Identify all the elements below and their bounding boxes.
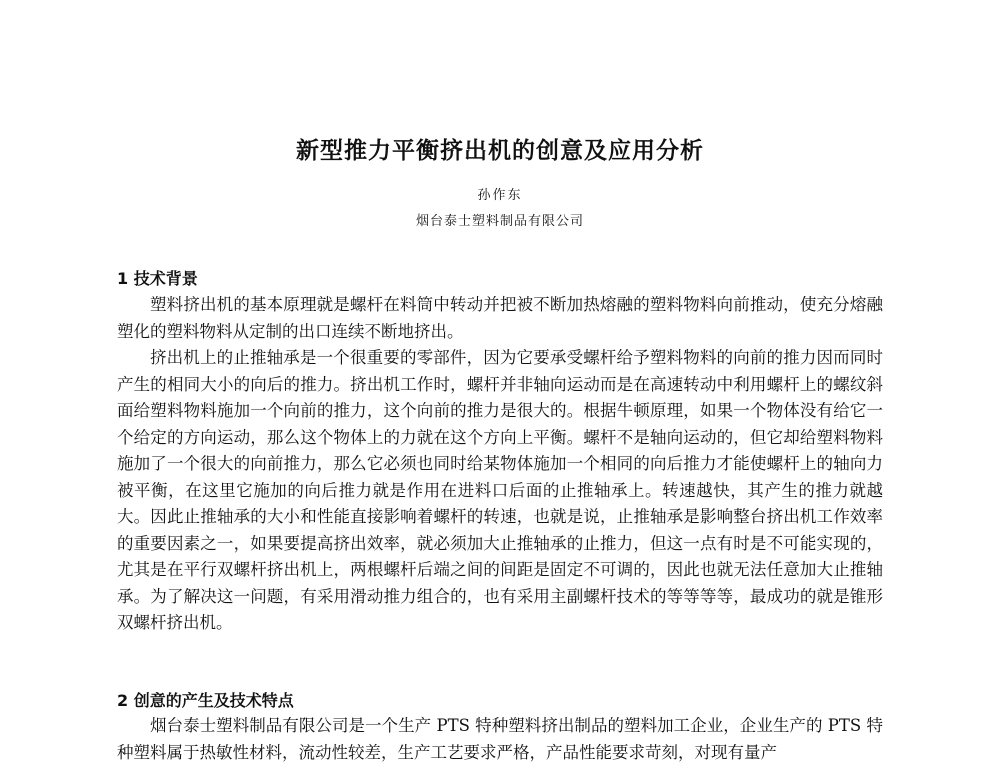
paragraph: 塑料挤出机的基本原理就是螺杆在料筒中转动并把被不断加热熔融的塑料物料向前推动，使充分熔融塑化的塑料物料从定制的出口连续不断地挤出。 bbox=[117, 295, 883, 341]
section-heading-features: 2 创意的产生及技术特点 bbox=[117, 691, 294, 710]
paragraph: 烟台泰士塑料制品有限公司是一个生产 PTS 特种塑料挤出制品的塑料加工企业，企业生产的 PTS 特种塑料属于热敏性材料，流动性较差，生产工艺要求严格，产品性能要求苛刻，对现有量产 bbox=[117, 716, 883, 762]
section-heading-background: 1 技术背景 bbox=[117, 269, 198, 288]
paragraph: 挤出机上的止推轴承是一个很重要的零部件，因为它要承受螺杆给予塑料物料的向前的推力因而同时产生的相同大小的向后的推力。挤出机工作时，螺杆并非轴向运动而是在高速转动中利用螺杆上的螺纹斜面给塑料物料施加一个向前的推力，这个向前的推力是很大的。根据牛顿原理，如果一个物体没有给它一个给定的方向运动，那么这个物体上的力就在这个方向上平衡。螺杆不是轴向运动的，但它却给塑料物料施加了一个很大的向前推力，那么它必须也同时给某物体施加一个相同的向后推力才能使螺杆上的轴向力被平衡，在这里它施加的向后推力就是作用在进料口后面的止推轴承上。转速越快，其产生的推力就越大。因此止推轴承的大小和性能直接影响着螺杆的转速，也就是说，止推轴承是影响整台挤出机工作效率的重要因素之一，如果要提高挤出效率，就必须加大止推轴承的止推力，但这一点有时是不可能实现的，尤其是在平行双螺杆挤出机上，两根螺杆后端之间的间距是固定不可调的，因此也就无法任意加大止推轴承。为了解决这一问题，有采用滑动推力组合的，也有采用主副螺杆技术的等等等等，最成功的就是锥形双螺杆挤出机。 bbox=[117, 348, 883, 632]
author-affiliation: 烟台泰士塑料制品有限公司 bbox=[415, 214, 584, 229]
paper-title: 新型推力平衡挤出机的创意及应用分析 bbox=[296, 138, 704, 164]
author-name: 孙作东 bbox=[477, 188, 523, 203]
